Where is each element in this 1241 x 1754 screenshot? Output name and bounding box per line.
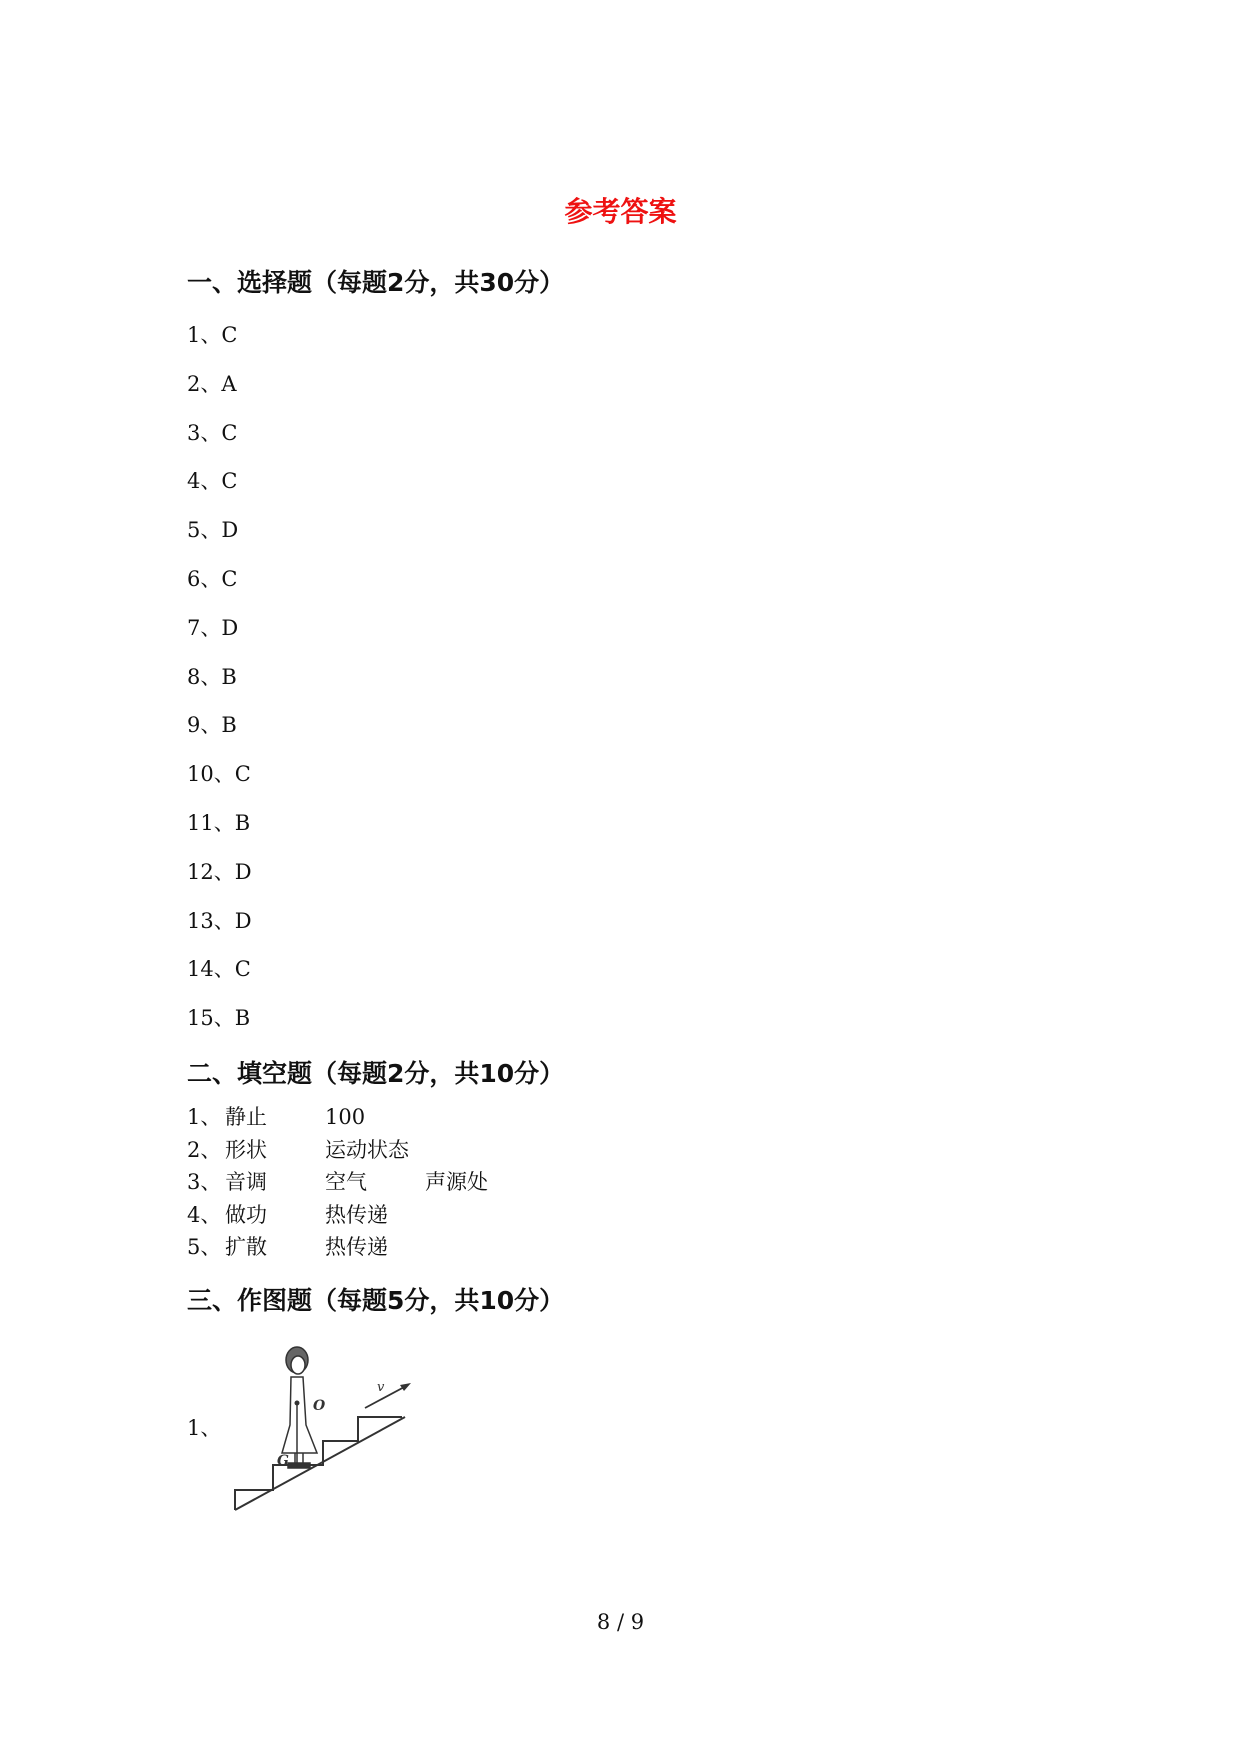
- list-item: 9、B: [187, 713, 237, 738]
- list-item: [187, 1199, 488, 1232]
- answer-text: 声源处: [425, 1170, 488, 1194]
- section-heading-fill: 二、填空题（每题2分，共10分）: [187, 1059, 565, 1088]
- list-item: 2、A: [187, 371, 237, 396]
- item-number: 1、: [187, 1105, 222, 1129]
- arrowhead-icon: [400, 1383, 411, 1391]
- list-item: 12、D: [187, 859, 252, 884]
- fill-answer-list: [187, 1101, 488, 1264]
- answer-text: 形状: [225, 1137, 267, 1162]
- list-item: 3、C: [187, 420, 238, 445]
- list-item: [187, 1134, 488, 1167]
- gravity-label: G: [277, 1453, 289, 1469]
- page-number: 8 / 9: [596, 1610, 645, 1634]
- list-item: 10、C: [187, 762, 251, 787]
- answer-text: 做功: [225, 1202, 267, 1227]
- list-item: [187, 1231, 488, 1264]
- drawing-item-number: 1、: [187, 1416, 222, 1440]
- item-number: 2、: [187, 1137, 222, 1162]
- list-item: 11、B: [187, 810, 251, 835]
- choice-answer-list: [187, 318, 252, 1050]
- answer-text: 100: [325, 1105, 366, 1129]
- velocity-label: v: [377, 1380, 385, 1395]
- answer-text: 热传递: [325, 1202, 388, 1227]
- section-heading-drawing: 三、作图题（每题5分，共10分）: [187, 1286, 565, 1315]
- item-number: 5、: [187, 1235, 222, 1259]
- person-figure: [282, 1347, 317, 1468]
- answer-text: 运动状态: [325, 1137, 409, 1162]
- staircase-figure: [225, 1335, 415, 1520]
- velocity-arrow: [365, 1385, 408, 1408]
- list-item: [187, 1166, 488, 1199]
- list-item: [187, 1101, 488, 1134]
- list-item: 13、D: [187, 908, 252, 933]
- list-item: 4、C: [187, 469, 238, 494]
- center-label: O: [313, 1398, 326, 1414]
- answer-text: 音调: [225, 1170, 267, 1194]
- list-item: 15、B: [187, 1006, 251, 1031]
- list-item: 8、B: [187, 664, 237, 689]
- item-number: 3、: [187, 1170, 222, 1194]
- item-number: 4、: [187, 1202, 222, 1227]
- list-item: 6、C: [187, 566, 238, 591]
- list-item: 1、C: [187, 323, 238, 347]
- staircase-slope: [235, 1417, 405, 1510]
- answer-text: 扩散: [225, 1235, 267, 1259]
- list-item: 5、D: [187, 518, 239, 543]
- page-title: 参考答案: [564, 195, 677, 228]
- section-heading-choice: 一、选择题（每题2分，共30分）: [187, 268, 565, 297]
- answer-text: 空气: [325, 1170, 367, 1194]
- answer-text: 热传递: [325, 1235, 388, 1259]
- list-item: 7、D: [187, 615, 239, 640]
- answer-text: 静止: [225, 1105, 267, 1129]
- list-item: 14、C: [187, 957, 251, 982]
